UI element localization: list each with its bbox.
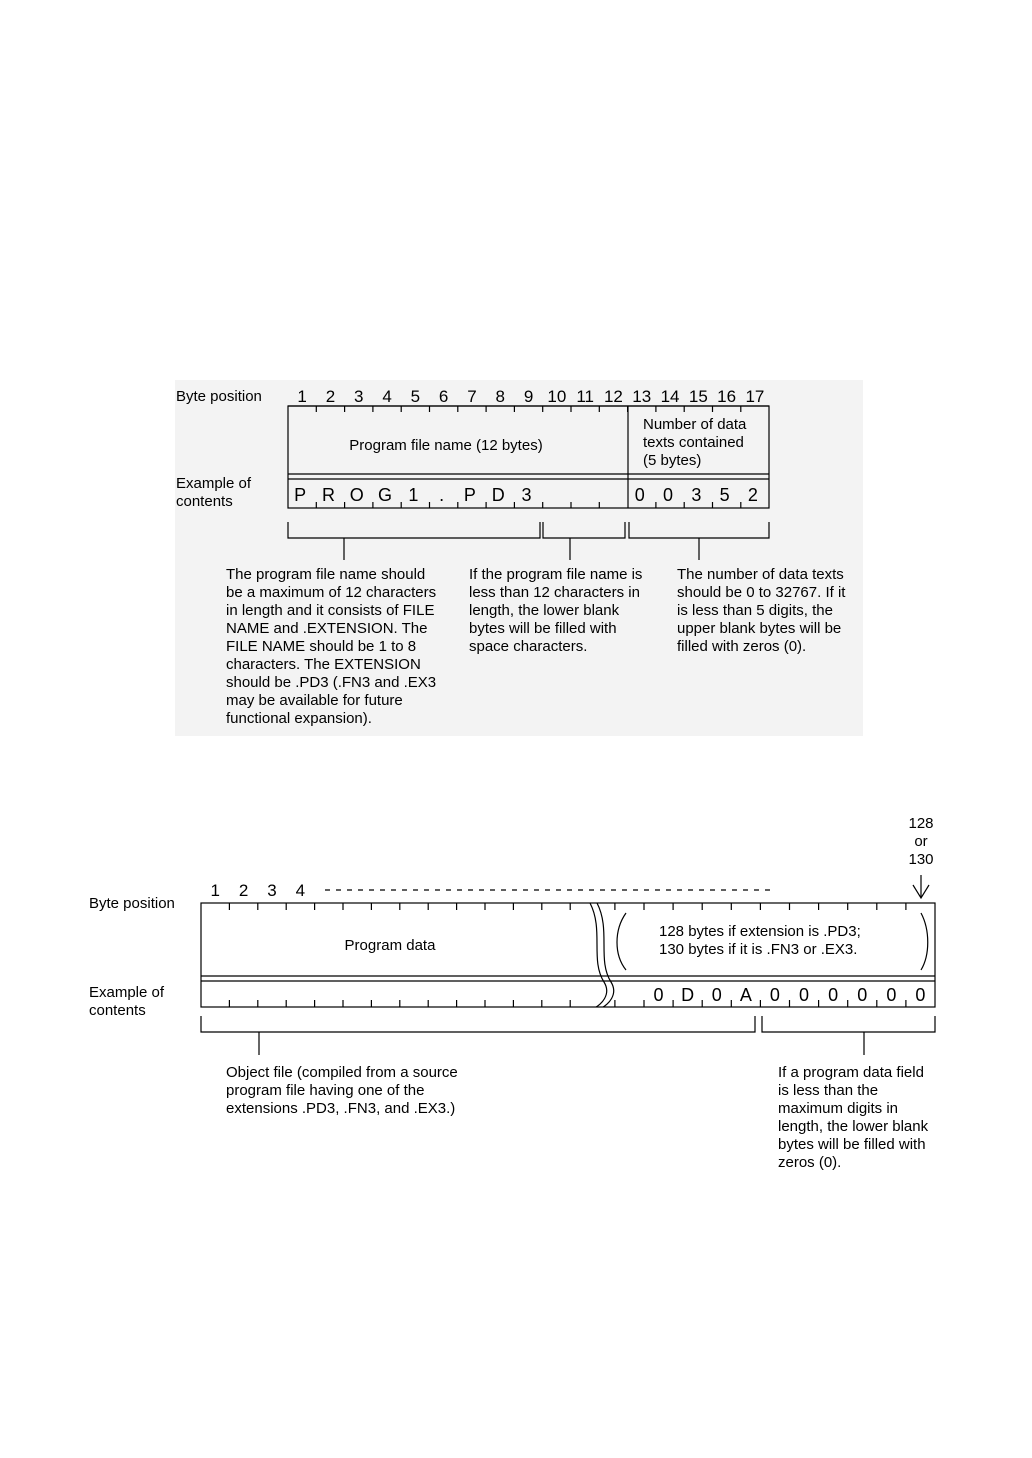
- d2-size-note: 128 bytes if extension is .PD3; 130 bytes if it is .FN3 or .EX3.: [659, 923, 861, 958]
- d1-top-ticks: [316, 406, 741, 412]
- d2-brace-fill: [762, 1016, 935, 1032]
- d1-note-file-name: The program file name should be a maximum of 12 characters in length and it consists of FILE NAME and .EXTENSION. The FILE NAME should be 1 to 8 characters. The EXTENSION should be .PD3 (.FN3 and .EX3 may be available for future functional expansion).: [226, 566, 437, 727]
- d1-brace-count: [629, 522, 769, 538]
- d2-max-byte-label: 128 or 130: [908, 815, 934, 868]
- d1-field-number-of-data-texts: Number of data texts contained (5 bytes): [643, 416, 747, 469]
- d1-byte-position-label: Byte position: [176, 388, 262, 405]
- d2-example-label: Example of contents: [89, 984, 165, 1019]
- d1-brace-name: [288, 522, 540, 538]
- d2-paren-left: [617, 913, 626, 970]
- d2-paren-right: [921, 913, 928, 970]
- d2-byte-position-label: Byte position: [89, 895, 175, 912]
- d2-field-program-data: Program data: [344, 937, 436, 954]
- d1-brace-blank: [543, 522, 625, 538]
- d1-note-blank-bytes: If the program file name is less than 12 characters in length, the lower blank bytes will be filled with space characters.: [469, 566, 643, 655]
- d2-brace-object: [201, 1016, 755, 1032]
- d1-note-data-count: The number of data texts should be 0 to 32767. If it is less than 5 digits, the upper blank bytes will be filled with zeros (0).: [677, 566, 846, 655]
- d2-note-zero-fill: If a program data field is less than the maximum digits in length, the lower blank bytes will be filled with zeros (0).: [778, 1064, 929, 1171]
- d2-note-object-file: Object file (compiled from a source program file having one of the extensions .PD3, .FN3, and .EX3.): [226, 1064, 458, 1117]
- d1-example-label: Example of contents: [176, 475, 252, 510]
- d2-top-ticks: [229, 903, 906, 910]
- d2-break-line-2: [597, 903, 614, 1007]
- d1-field-program-file-name: Program file name (12 bytes): [349, 437, 543, 454]
